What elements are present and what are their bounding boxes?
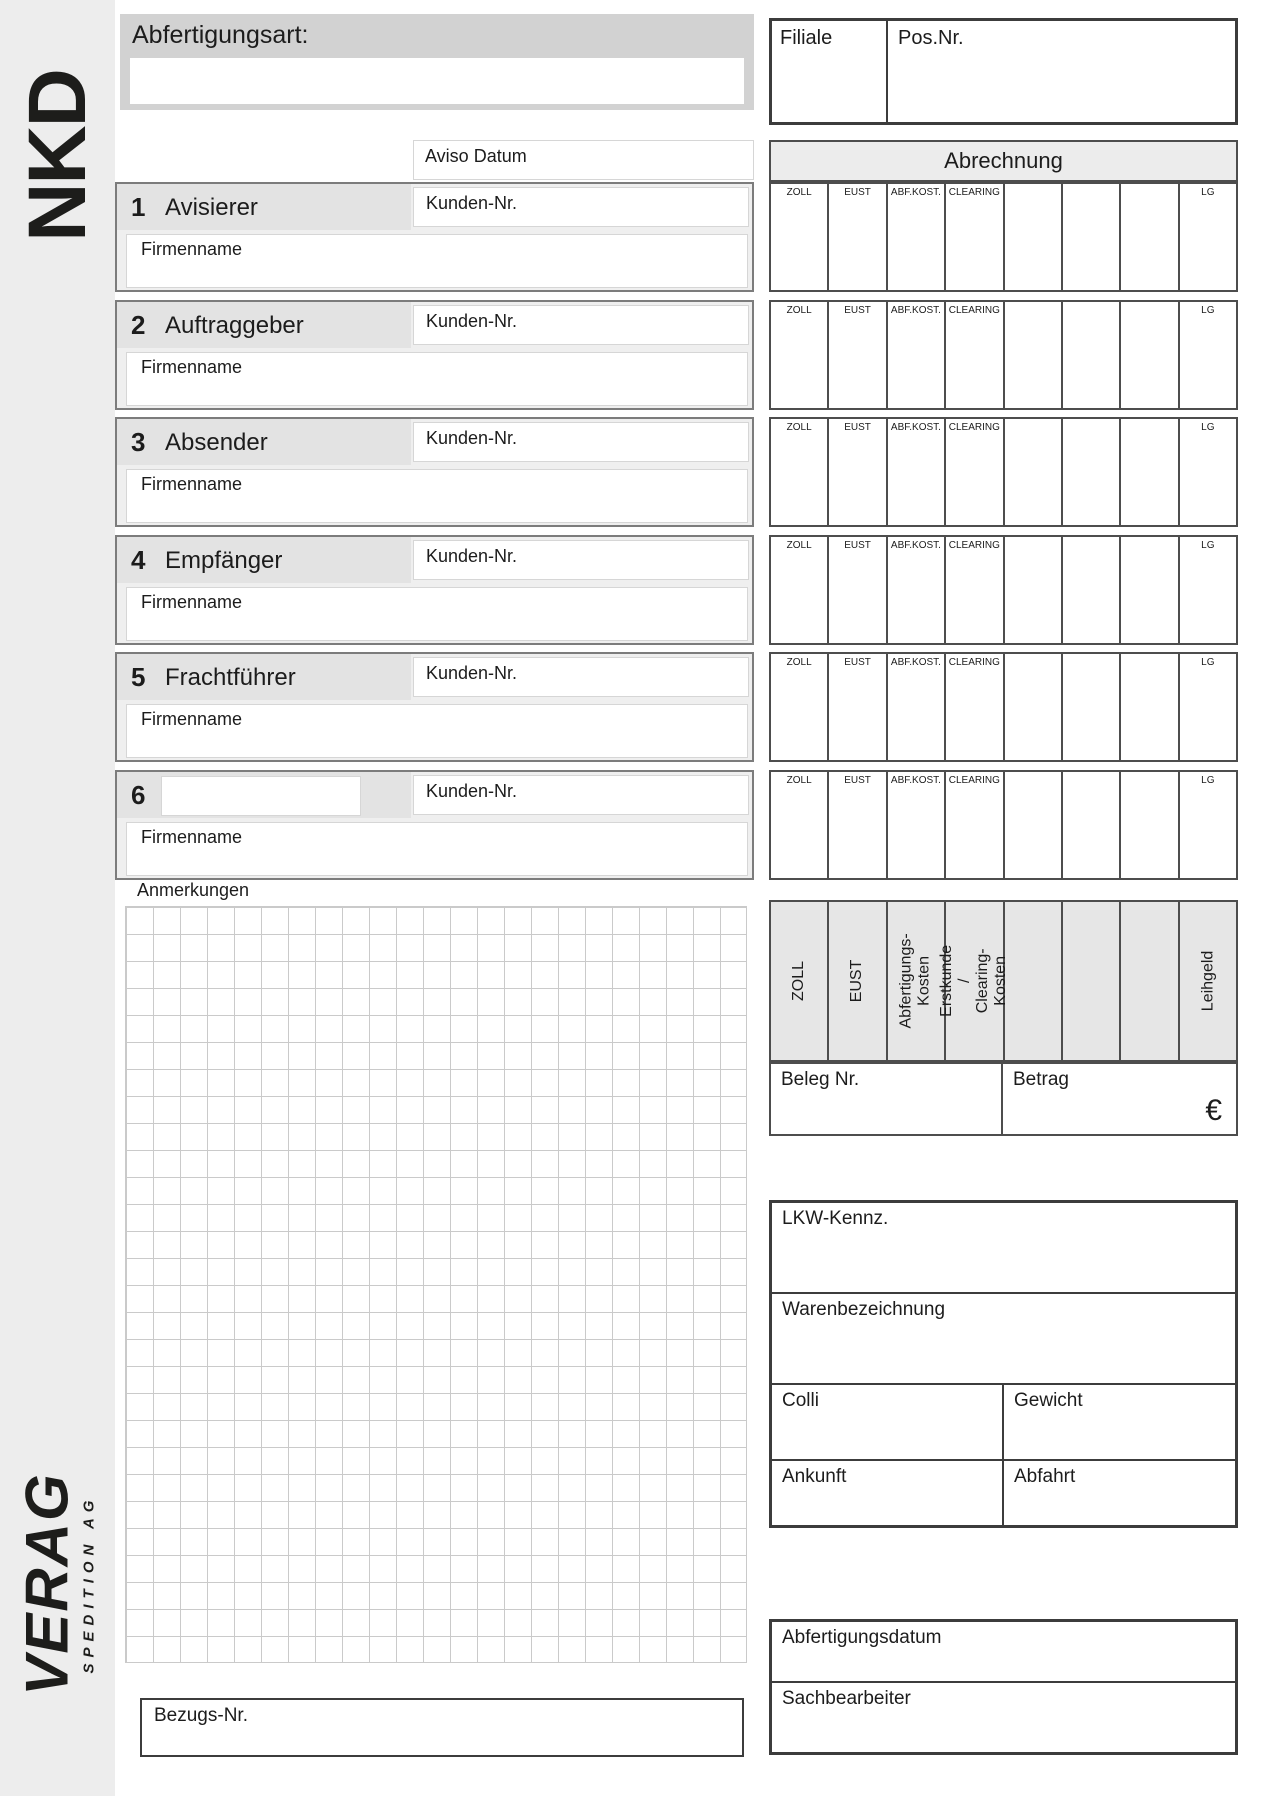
betrag-field[interactable] [1003,1064,1236,1134]
section-title-strip [117,302,411,348]
abfertigungsart-input[interactable] [130,58,744,104]
bezugs-nr-field[interactable] [140,1698,744,1757]
kunden-nr-field[interactable] [413,187,749,227]
abrechnung-cell[interactable] [1121,184,1179,290]
abrechnung-cell-abfkost[interactable] [888,184,946,290]
abrechnung-cell-zoll[interactable] [771,654,829,760]
abrechnung-cell-eust[interactable] [829,772,887,878]
anmerkungen-grid-area[interactable] [125,906,747,1663]
gewicht-field[interactable] [1004,1385,1235,1459]
ankunft-field[interactable] [772,1461,1004,1525]
firmenname-label: Firmenname [141,474,243,494]
abrechnung-cell[interactable] [1005,537,1063,643]
abrechnung-cell-clearing[interactable] [946,302,1004,408]
abrechnung-cell-clearing[interactable] [946,537,1004,643]
firmenname-label: Firmenname [141,239,243,259]
verag-logo-text: VERAG [13,1472,81,1696]
abrechnung-cell-zoll[interactable] [771,419,829,525]
kunden-nr-label: Kunden-Nr. [426,428,518,448]
shipment-box [769,1200,1238,1528]
abrechnung-cell-label: LG [1201,187,1215,198]
abrechnung-row [769,770,1238,880]
abfahrt-label: Abfahrt [1014,1466,1076,1487]
beleg-betrag-box [769,1062,1238,1136]
vertical-label-text: Erstkunde / Clearing-Kosten [938,944,1010,1018]
abrechnung-cell-eust[interactable] [829,537,887,643]
abrechnung-row [769,417,1238,527]
abrechnung-cell-label: ZOLL [786,657,812,668]
nkd-logo [0,38,115,273]
bezugs-nr-label: Bezugs-Nr. [154,1705,248,1726]
nkd-logo-text: NKD [11,69,103,242]
abrechnung-cell-label: ABF.KOST. [890,775,941,786]
abrechnung-cell-eust[interactable] [829,654,887,760]
firmenname-field[interactable] [126,469,748,523]
ankunft-label: Ankunft [782,1466,847,1487]
euro-symbol: € [1205,1094,1222,1127]
vertical-label-text: ZOLL [790,961,808,1002]
abrechnung-cell-label: ABF.KOST. [890,187,941,198]
abrechnung-cell[interactable] [1063,302,1121,408]
lkw-kennz-field[interactable] [772,1203,1235,1294]
abrechnung-cell-lg[interactable] [1180,654,1236,760]
abrechnung-cell-label: ABF.KOST. [890,305,941,316]
party-section-3 [115,417,754,527]
abrechnung-title: Abrechnung [944,148,1063,173]
filiale-label: Filiale [780,27,833,49]
abrechnung-cell-eust[interactable] [829,419,887,525]
section-number: 4 [131,545,146,575]
vertical-label-text: Leihgeld [1198,950,1216,1012]
abrechnung-header [769,140,1238,182]
abrechnung-row [769,652,1238,762]
vertical-label-cell [1005,902,1063,1060]
party-section-1 [115,182,754,292]
abfertigungsart-label: Abfertigungsart: [132,21,309,49]
section-title-strip [117,419,411,465]
abrechnung-cell-label: LG [1201,305,1215,316]
vertical-label-cell-erstkundeclearingkosten [938,902,1010,1060]
section-title: Frachtführer [165,664,296,691]
party-section-5 [115,652,754,762]
abrechnung-cell[interactable] [1121,654,1179,760]
abrechnung-cell-lg[interactable] [1180,772,1236,878]
abrechnung-cell-label: LG [1201,775,1215,786]
sidebar [0,0,115,1796]
vertical-label-cell-zoll [771,902,829,1060]
abrechnung-cell-label: CLEARING [948,657,1000,668]
betrag-label: Betrag [1013,1069,1069,1090]
kunden-nr-label: Kunden-Nr. [426,546,518,566]
section-title-input[interactable] [161,776,361,816]
abrechnung-cell-lg[interactable] [1180,184,1236,290]
abrechnung-cell-label: LG [1201,540,1215,551]
abrechnung-cell-label: ZOLL [786,187,812,198]
section-number: 3 [131,427,146,457]
abrechnung-cell-clearing[interactable] [946,419,1004,525]
abrechnung-cell-label: ABF.KOST. [890,422,941,433]
vertical-label-text: Abfertigungs-Kosten [898,933,933,1029]
abrechnung-cell-lg[interactable] [1180,419,1236,525]
vertical-label-cell-eust [829,902,887,1060]
lkw-kennz-label: LKW-Kennz. [782,1208,889,1229]
firmenname-label: Firmenname [141,827,243,847]
filiale-posnr-box [769,18,1238,125]
abrechnung-cell-label: EUST [844,187,871,198]
firmenname-label: Firmenname [141,709,243,729]
section-title: Absender [165,429,268,456]
abrechnung-cell[interactable] [1063,537,1121,643]
warenbezeichnung-label: Warenbezeichnung [782,1299,946,1320]
colli-label: Colli [782,1390,819,1411]
beleg-nr-field[interactable] [771,1064,1003,1134]
abrechnung-cell[interactable] [1063,419,1121,525]
abrechnung-cell-lg[interactable] [1180,302,1236,408]
abrechnung-cell-label: CLEARING [948,422,1000,433]
abrechnung-cell-label: ZOLL [786,305,812,316]
abrechnung-cell-abfkost[interactable] [888,302,946,408]
abrechnung-cell-label: EUST [844,540,871,551]
kunden-nr-field[interactable] [413,775,749,815]
abrechnung-cell-label: CLEARING [948,305,1000,316]
abrechnung-cell-label: LG [1201,657,1215,668]
section-number: 1 [131,192,146,222]
abrechnung-cell-label: CLEARING [948,540,1000,551]
abrechnung-row [769,300,1238,410]
abrechnung-vertical-labels [769,900,1238,1062]
abrechnung-cell-label: EUST [844,657,871,668]
abrechnung-cell-abfkost[interactable] [888,654,946,760]
abrechnung-cell[interactable] [1005,184,1063,290]
beleg-nr-label: Beleg Nr. [781,1069,860,1090]
section-number: 6 [131,780,146,810]
abrechnung-cell-zoll[interactable] [771,537,829,643]
pos-nr-field[interactable] [888,21,1235,122]
abrechnung-cell-eust[interactable] [829,302,887,408]
abrechnung-cell-zoll[interactable] [771,772,829,878]
abrechnung-cell[interactable] [1121,537,1179,643]
abrechnung-cell-lg[interactable] [1180,537,1236,643]
section-title-strip [117,654,411,700]
aviso-datum-label: Aviso Datum [425,146,527,166]
section-title-strip [117,537,411,583]
kunden-nr-field[interactable] [413,657,749,697]
section-title: Empfänger [165,547,283,574]
firmenname-label: Firmenname [141,592,243,612]
abrechnung-cell-label: EUST [844,422,871,433]
kunden-nr-field[interactable] [413,540,749,580]
section-title: Avisierer [165,194,258,221]
sachbearbeiter-field[interactable] [772,1683,1235,1752]
warenbezeichnung-field[interactable] [772,1294,1235,1385]
abrechnung-cell-label: CLEARING [948,775,1000,786]
gewicht-label: Gewicht [1014,1390,1083,1411]
kunden-nr-label: Kunden-Nr. [426,193,518,213]
abrechnung-row [769,535,1238,645]
abrechnung-cell[interactable] [1005,772,1063,878]
anmerkungen-label: Anmerkungen [137,880,250,900]
abrechnung-cell-label: ZOLL [786,422,812,433]
abrechnung-cell[interactable] [1121,772,1179,878]
pos-nr-label: Pos.Nr. [898,27,964,49]
abrechnung-cell-abfkost[interactable] [888,419,946,525]
kunden-nr-label: Kunden-Nr. [426,781,518,801]
abrechnung-cell[interactable] [1063,654,1121,760]
abfertigungsdatum-label: Abfertigungsdatum [782,1627,942,1648]
firmenname-field[interactable] [126,234,748,288]
abfertigungsart-panel [120,14,754,110]
section-number: 2 [131,310,146,340]
abrechnung-cell[interactable] [1063,772,1121,878]
abrechnung-cell-label: EUST [844,305,871,316]
party-section-6 [115,770,754,880]
abrechnung-row [769,182,1238,292]
aviso-datum-field[interactable] [413,140,754,180]
vertical-label-text: EUST [848,959,866,1003]
section-title: Auftraggeber [165,312,304,339]
abrechnung-cell-zoll[interactable] [771,184,829,290]
abrechnung-cell-clearing[interactable] [946,184,1004,290]
verag-logo-subtext: SPEDITION AG [80,1494,98,1674]
party-section-2 [115,300,754,410]
firmenname-field[interactable] [126,822,748,876]
section-title-strip [117,184,411,230]
abrechnung-cell-label: ZOLL [786,775,812,786]
abrechnung-cell-zoll[interactable] [771,302,829,408]
kunden-nr-label: Kunden-Nr. [426,663,518,683]
kunden-nr-field[interactable] [413,422,749,462]
section-title-strip [117,772,411,818]
abrechnung-cell-clearing[interactable] [946,654,1004,760]
firmenname-field[interactable] [126,352,748,406]
abrechnung-cell[interactable] [1121,419,1179,525]
filiale-field[interactable] [772,21,888,122]
section-number: 5 [131,662,146,692]
abrechnung-cell-label: ABF.KOST. [890,540,941,551]
abrechnung-cell[interactable] [1063,184,1121,290]
abrechnung-cell[interactable] [1005,419,1063,525]
vertical-label-cell-leihgeld [1180,902,1236,1060]
firmenname-label: Firmenname [141,357,243,377]
abrechnung-cell-label: LG [1201,422,1215,433]
abrechnung-cell-label: ZOLL [786,540,812,551]
vertical-label-cell [1063,902,1121,1060]
abrechnung-cell-clearing[interactable] [946,772,1004,878]
colli-field[interactable] [772,1385,1004,1459]
abrechnung-cell-eust[interactable] [829,184,887,290]
abrechnung-cell-label: ABF.KOST. [890,657,941,668]
kunden-nr-label: Kunden-Nr. [426,311,518,331]
abfertigungsdatum-field[interactable] [772,1622,1235,1683]
verag-logo [0,1408,115,1760]
sachbearbeiter-label: Sachbearbeiter [782,1688,911,1709]
abrechnung-cell[interactable] [1121,302,1179,408]
abrechnung-cell[interactable] [1005,654,1063,760]
processing-box [769,1619,1238,1755]
vertical-label-cell [1121,902,1179,1060]
firmenname-field[interactable] [126,704,748,758]
abrechnung-cell-label: EUST [844,775,871,786]
abrechnung-cell-label: CLEARING [948,187,1000,198]
abfahrt-field[interactable] [1004,1461,1235,1525]
kunden-nr-field[interactable] [413,305,749,345]
firmenname-field[interactable] [126,587,748,641]
party-section-4 [115,535,754,645]
abrechnung-cell-abfkost[interactable] [888,537,946,643]
abrechnung-cell[interactable] [1005,302,1063,408]
abrechnung-cell-abfkost[interactable] [888,772,946,878]
